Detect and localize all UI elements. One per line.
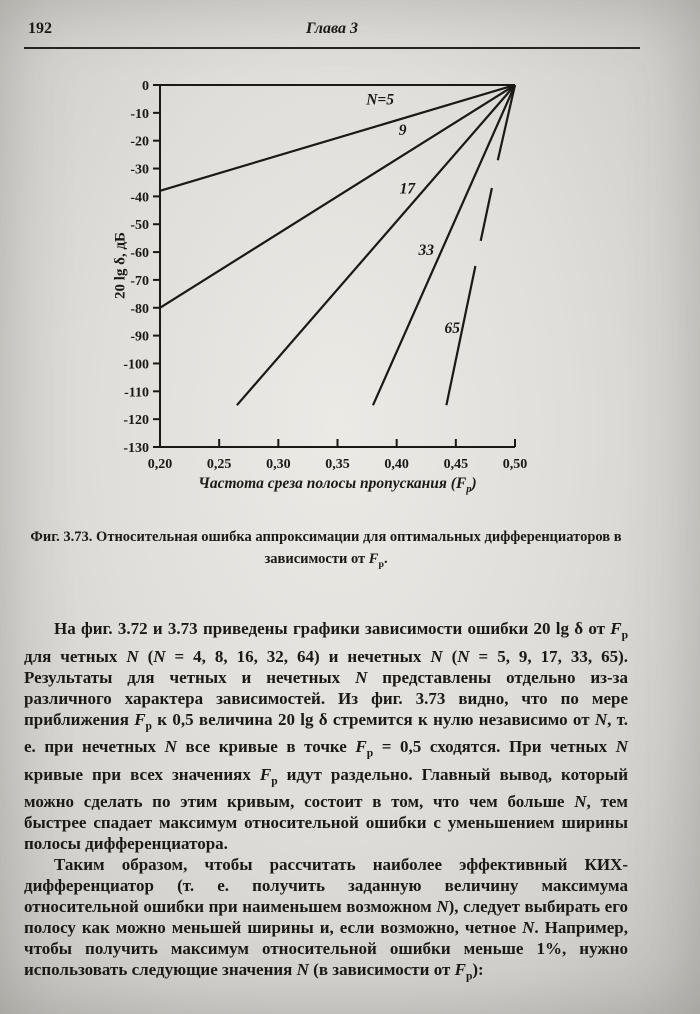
y-axis-title: 20 lg δ, дБ xyxy=(112,232,129,300)
svg-text:0,40: 0,40 xyxy=(384,457,409,472)
svg-text:0,50: 0,50 xyxy=(502,457,528,472)
svg-text:0: 0 xyxy=(142,79,149,94)
svg-text:-50: -50 xyxy=(130,218,149,234)
svg-text:-90: -90 xyxy=(130,329,149,345)
svg-text:33: 33 xyxy=(418,241,434,259)
figure-3-73 xyxy=(0,75,700,572)
page-number: 192 xyxy=(28,20,52,37)
paragraph-1: На фиг. 3.72 и 3.73 приведены графики зависимости ошибки 20 lg δ от $F_p$ для четных N (N = 4, 8, 16, 32, 64) и нечетных N (N = 5, 9, 17, 33, 65). Результаты для четных и нечетных N представлены отдельно из-за различного характера зависимостей. Из фиг. 3.73 видно, что по мере приближения $F_p$ к 0,5 величина 20 lg δ стремится к нулю независимо от N, т. е. при нечетных N все кривые в точке $F_p = 0,5$ сходятся. При четных N кривые при всех значениях $F_p$ идут раздельно. Главный вывод, который можно сделать по этим кривым, состоит в том, что чем больше N, тем быстрее спадает максимум относительной ошибки с уменьшением ширины полосы дифференциатора. xyxy=(24,619,629,853)
svg-text:-40: -40 xyxy=(130,190,149,206)
figure-caption: Фиг. 3.73. Относительная ошибка аппроксимации для оптимальных дифференциаторов в зависимости от $F_p$. xyxy=(30,529,622,570)
svg-text:0,25: 0,25 xyxy=(206,457,232,472)
error-vs-fp-chart xyxy=(24,75,628,507)
svg-text:-70: -70 xyxy=(130,273,149,289)
svg-text:-100: -100 xyxy=(123,357,149,373)
svg-text:0,45: 0,45 xyxy=(443,457,469,472)
svg-text:-60: -60 xyxy=(130,246,149,262)
svg-text:0,30: 0,30 xyxy=(266,457,291,472)
svg-text:9: 9 xyxy=(398,122,407,140)
body-text xyxy=(24,618,628,986)
svg-text:0,20: 0,20 xyxy=(147,457,173,472)
paragraph-2: Таким образом, чтобы рассчитать наиболее эффективный КИХ-дифференциатор (т. е. получить заданную величину максимума относительной ошибки при наименьшем возможном N), следует выбирать его полосу как можно меньшей ширины и, если возможно, четное N. Например, чтобы получить максимум относительной ошибки меньше 1%, нужно использовать следующие значения N (в зависимости от $F_p$): xyxy=(24,854,629,983)
svg-text:-10: -10 xyxy=(130,106,149,122)
svg-text:-130: -130 xyxy=(123,441,149,456)
chapter-header: Глава 3 xyxy=(305,20,359,37)
svg-text:-30: -30 xyxy=(130,162,149,178)
header-rule xyxy=(24,47,640,49)
svg-text:0,35: 0,35 xyxy=(325,457,350,472)
svg-text:N=5: N=5 xyxy=(366,91,394,109)
svg-text:-120: -120 xyxy=(123,413,149,429)
svg-text:-110: -110 xyxy=(124,385,149,401)
svg-text:-80: -80 xyxy=(130,301,149,317)
svg-text:17: 17 xyxy=(399,180,416,198)
svg-text:65: 65 xyxy=(444,319,461,337)
x-axis-title: Частота среза полосы пропускания $(F_p)$ xyxy=(198,475,477,496)
page-header xyxy=(24,20,640,44)
svg-text:-20: -20 xyxy=(130,134,149,150)
